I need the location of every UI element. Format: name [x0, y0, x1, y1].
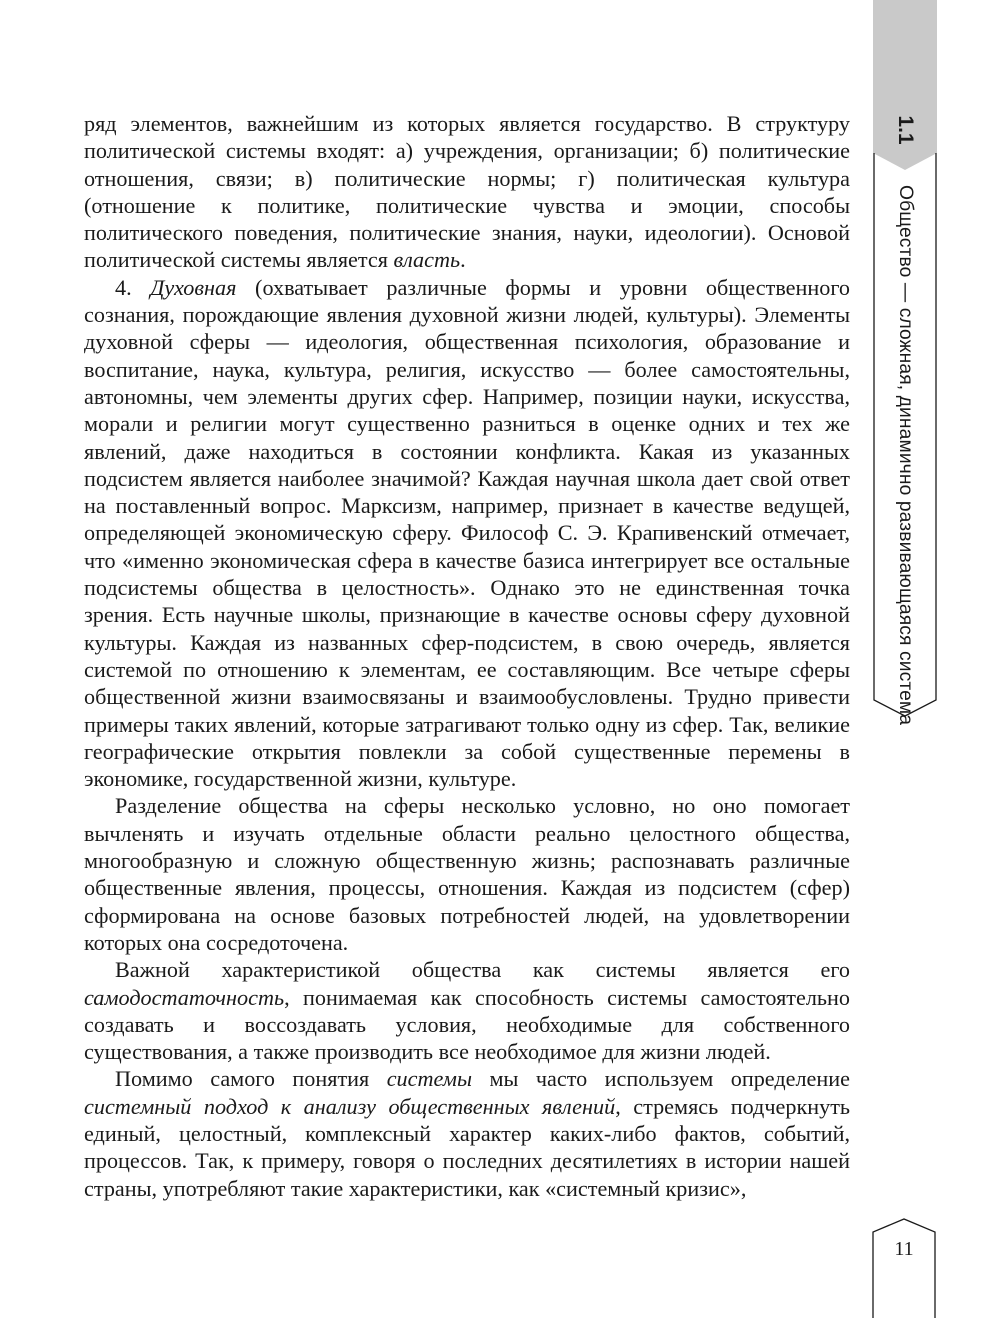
paragraph-spiritual-sphere: 4. Духовная (охватывает различные формы и уровни общественного сознания, порождающие явления духовной жизни людей, культуры). Элементы духовной сферы — идеология, общественная психология, образование и воспитание, наука, культура, религия, искусство — более самостоятельны, автономны, чем элементы других сфер. Например, позиции науки, искусства, морали и религии могут существенно разниться в оценке одних и тех же явлений, даже находиться в состоянии конфликта. Какая из указанных подсистем является наиболее значимой? Каждая научная школа дает свой ответ на поставленный вопрос. Марксизм, например, признает в качестве ведущей, определяющей экономическую сферу. Философ С. Э. Крапивенский отмечает, что «именно экономическая сфера в качестве базиса интегрирует все остальные подсистемы общества в целостность». Однако это не единственная точка зрения. Есть научные школы, признающие в качестве основы сферу духовной культуры. Каждая из названных сфер-подсистем, в свою очередь, является системой по отношению к элементам, ее составляющим. Все четыре сферы общественной жизни взаимосвязаны и взаимообусловлены. Трудно привести примеры таких явлений, которые затрагивают только одну из сфер. Так, великие географические открытия повлекли за собой существенные перемены в экономике, государственной жизни, культуре. [84, 274, 851, 792]
paragraph-system-approach: Помимо самого понятия системы мы часто используем определение системный подход к анализу общественных явлений, стремясь подчеркнуть единый, целостный, комплексный характер каких-либо фактов, событий, процессов. Так, к примеру, говоря о последних десятилетиях в истории нашей страны, употребляют такие характеристики, как «системный кризис», [84, 1066, 851, 1201]
paragraph-self-sufficiency: Важной характеристикой общества как системы является его самодостаточность, понимаемая как способность системы самостоятельно создавать и воссоздавать условия, необходимые для собственного существования, а также производить все необходимое для жизни людей. [84, 957, 850, 1065]
section-side-tab [873, 0, 937, 726]
page-number: 11 [894, 1238, 914, 1260]
paragraph-political-system: ряд элементов, важнейшим из которых является государство. В структуру политической системы входят: а) учреждения, организации; б) политические отношения, связи; в) политические нормы; г) политическая культура (отношение к политике, политические чувства и эмоции, способы политического поведения, политические знания, науки, идеологии). Основой политической системы является власть. [84, 111, 850, 273]
page-number-box [872, 1218, 936, 1318]
section-number: 1.1 [894, 115, 917, 145]
paragraph-spheres-division: Разделение общества на сферы несколько условно, но оно помогает вычленять и изучать отдельные области реально целостного общества, многообразную и сложную общественную жизнь; распознавать различные общественные явления, процессы, отношения. Каждая из подсистем (сфер) сформирована на основе базовых потребностей людей, на удовлетворении которых она сосредоточена. [84, 793, 850, 955]
body-text [84, 110, 850, 1202]
section-title: Общество — сложная, динамично развивающаяся система [895, 185, 916, 726]
page-number-frame [872, 1218, 936, 1318]
